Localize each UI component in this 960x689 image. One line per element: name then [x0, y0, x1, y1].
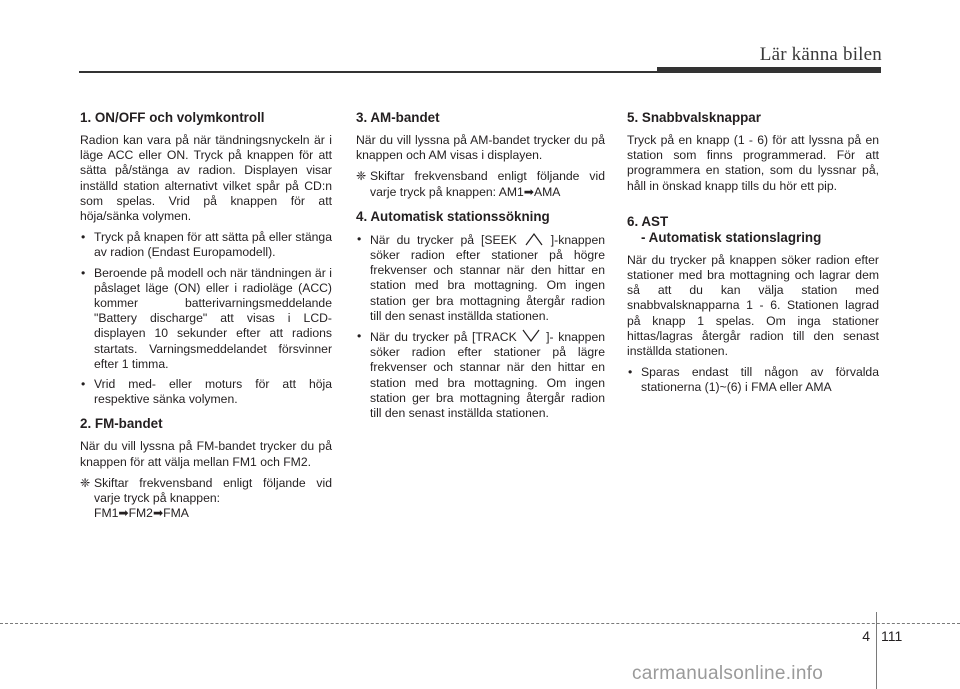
note-icon: ❈	[80, 475, 91, 490]
header-rule	[79, 71, 657, 73]
paragraph-am: När du vill lyssna på AM-bandet trycker du på knappen och AM visas i displayen.	[356, 133, 605, 163]
bullet-icon: •	[81, 377, 86, 392]
bullet-text-post: ]- knappen söker radion efter stationer på lägre frekvenser och stannar när den hittar en station med bra mottagning. Om ingen station ger bra mottagning återgår radion till den senast inställda stationen.	[370, 330, 605, 421]
bullet-icon: •	[357, 231, 362, 246]
seek-up-icon	[524, 232, 544, 246]
column-1	[80, 103, 332, 526]
ast-title: 6. AST	[627, 213, 669, 229]
bullet-text-pre: När du trycker på [SEEK	[370, 232, 517, 247]
ast-subtitle: - Automatisk stationslagring	[641, 229, 822, 245]
column-2	[356, 103, 605, 426]
band-sequence: FM1➡FM2➡FMA	[94, 506, 189, 521]
note-icon: ❈	[356, 169, 367, 184]
watermark: carmanualsonline.info	[632, 663, 824, 684]
section-heading-ast	[627, 214, 879, 246]
paragraph-ast: När du trycker på knappen söker radion efter stationer med bra mottagning och lagrar dem så att du kan välja station med snabbvalsknapparna 1 - 6. Stationen lagrad på knapp 1 spelas. Om inga stationer hittas/lagras återgår radion till den senast inställda stationen.	[627, 252, 879, 359]
track-down-icon	[521, 329, 541, 343]
column-3	[627, 103, 879, 401]
section-heading-seek: 4. Automatisk stationssökning	[356, 208, 550, 224]
header-bar	[657, 67, 881, 73]
section-heading-am: 3. AM-bandet	[356, 110, 440, 125]
note-item	[80, 476, 332, 522]
note-text: Skiftar frekvensband enligt följande vid varje tryck på knappen:	[94, 475, 332, 506]
bullet-item	[356, 329, 605, 421]
section-heading-fm: 2. FM-bandet	[80, 416, 163, 432]
bullet-text: Tryck på knapen för att sätta på eller stänga av radion (Endast Europamodell).	[94, 230, 332, 260]
band-sequence: AM1➡AMA	[498, 184, 561, 199]
bullet-icon: •	[628, 365, 633, 380]
bullet-item	[80, 377, 332, 407]
bullet-icon: •	[357, 329, 362, 344]
bullet-item	[80, 266, 332, 372]
note-item	[356, 169, 605, 199]
bullet-text: Beroende på modell och när tändningen är i påslaget läge (ON) eller i radioläge (ACC) kommer batterivarningsmeddelande "Battery discharge" att visas i LCD-displayen 10 sekunder efter att radions startats. Varningsmeddelandet försvinner efter 1 timma.	[94, 265, 332, 371]
footer-dashed-line	[0, 623, 960, 624]
bullet-text: Vrid med- eller moturs för att höja respektive sänka volymen.	[94, 377, 332, 407]
bullet-item	[627, 365, 879, 395]
paragraph-presets: Tryck på en knapp (1 - 6) för att lyssna på en station som finns programmerad. För att programmera en station, som du lyssnar på, håll in önskad knapp tills du hör ett pip.	[627, 133, 879, 193]
page-number: 111	[881, 628, 903, 644]
bullet-icon: •	[81, 265, 86, 280]
bullet-text-pre: När du trycker på [TRACK	[370, 330, 517, 345]
page-header-title: Lär känna bilen	[759, 44, 882, 65]
bullet-text-post: ]-knappen söker radion efter stationer på högre frekvenser och stannar när den hittar en station med bra mottagning. Om ingen station ger bra mottagning återgår radion till den senast inställda stationen.	[370, 232, 606, 323]
footer-divider	[876, 612, 877, 689]
bullet-text: Sparas endast till någon av förvalda stationerna (1)~(6) i FMA eller AMA	[641, 365, 879, 395]
bullet-item	[356, 232, 605, 324]
paragraph-fm: När du vill lyssna på FM-bandet trycker du på knappen för att välja mellan FM1 och FM2.	[80, 439, 332, 469]
bullet-icon: •	[81, 230, 86, 245]
chapter-number: 4	[862, 628, 870, 644]
note-text: Skiftar frekvensband enligt följande vid varje tryck på knappen:	[370, 169, 605, 199]
section-heading-onoff: 1. ON/OFF och volymkontroll	[80, 110, 265, 125]
section-heading-presets: 5. Snabbvalsknappar	[627, 110, 761, 125]
paragraph-onoff: Radion kan vara på när tändningsnyckeln är i läge ACC eller ON. Tryck på knappen för att sätta på/stänga av radion. Displayen visar inställd station alternativt vilket spår på CD:n som spelas. Vrid på knappen för att höja/sänka volymen.	[80, 133, 332, 224]
bullet-item	[80, 230, 332, 260]
